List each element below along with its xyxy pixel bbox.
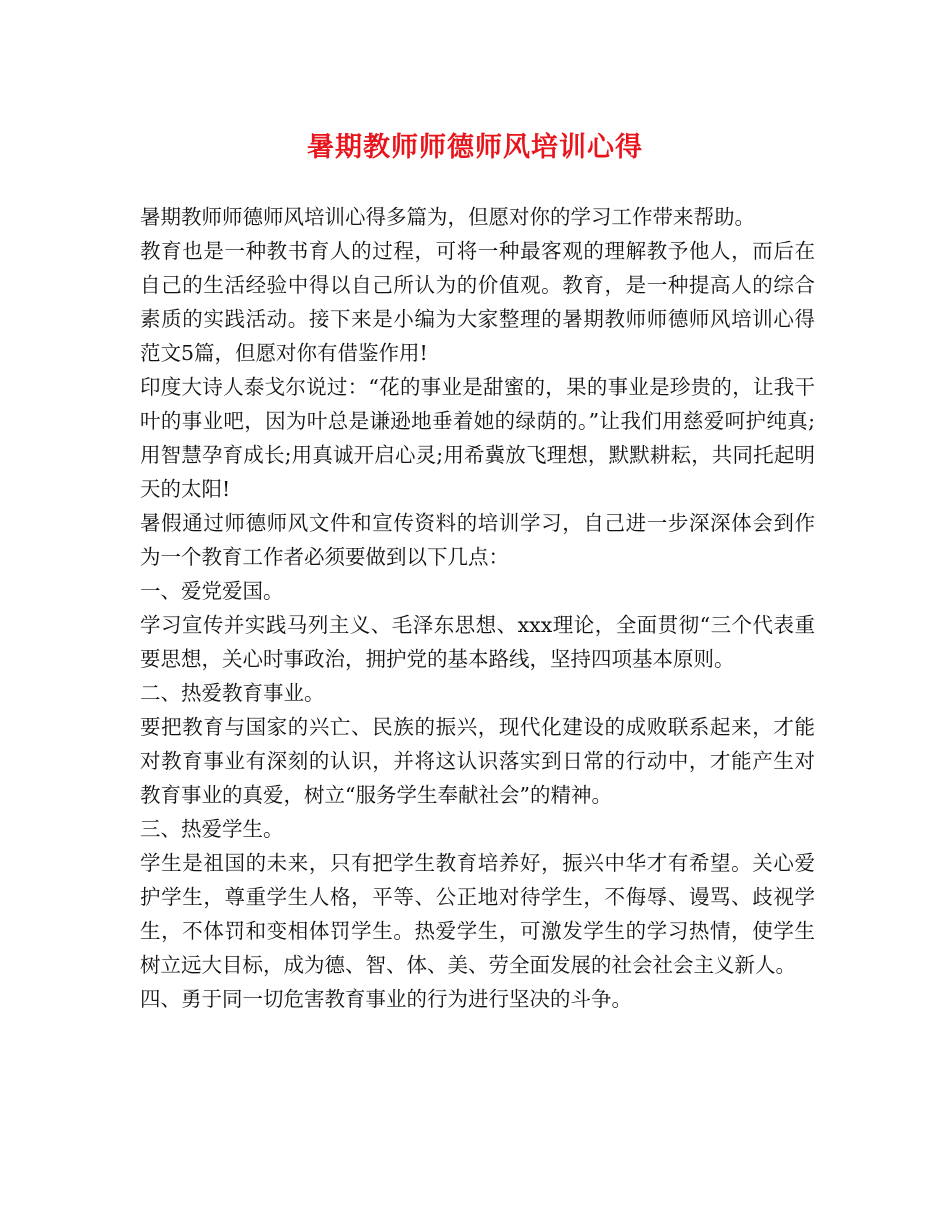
paragraph-section-2: 要把教育与国家的兴亡、民族的振兴，现代化建设的成败联系起来，才能对教育事业有深刻的认识，并将这认识落实到日常的行动中，才能产生对教育事业的真爱，树立“服务学生奉献社会”的精神。 <box>140 715 815 807</box>
document-title: 暑期教师师德师风培训心得 <box>307 132 643 163</box>
paragraph-section-1: 学习宣传并实践马列主义、毛泽东思想、xxx理论，全面贯彻“三个代表重要思想，关心时事政治，拥护党的基本路线，坚持四项基本原则。 <box>140 613 815 671</box>
section-heading-1: 一、爱党爱国。 <box>140 579 284 603</box>
paragraph-section-3: 学生是祖国的未来，只有把学生教育培养好，振兴中华才有希望。关心爱护学生，尊重学生人格，平等、公正地对待学生，不侮辱、谩骂、歧视学生，不体罚和变相体罚学生。热爱学生，可激发学生的学习热情，使学生树立远大目标，成为德、智、体、美、劳全面发展的社会社会主义新人。 <box>140 851 815 977</box>
paragraph-intro: 暑期教师师德师风培训心得多篇为，但愿对你的学习工作带来帮助。 <box>140 205 755 229</box>
document-body <box>140 200 815 1016</box>
paragraph-summer-training: 暑假通过师德师风文件和宣传资料的培训学习，自己进一步深深体会到作为一个教育工作者必须要做到以下几点： <box>140 511 815 569</box>
paragraph-education-definition: 教育也是一种教书育人的过程，可将一种最客观的理解教予他人，而后在自己的生活经验中得以自己所认为的价值观。教育，是一种提高人的综合素质的实践活动。接下来是小编为大家整理的暑期教师师德师风培训心得范文5篇，但愿对你有借鉴作用! <box>140 239 815 365</box>
section-heading-4: 四、勇于同一切危害教育事业的行为进行坚决的斗争。 <box>140 987 632 1011</box>
section-heading-3: 三、热爱学生。 <box>140 817 284 841</box>
paragraph-tagore-quote: 印度大诗人泰戈尔说过：“花的事业是甜蜜的，果的事业是珍贵的，让我干叶的事业吧，因为叶总是谦逊地垂着她的绿荫的。”让我们用慈爱呵护纯真;用智慧孕育成长;用真诚开启心灵;用希冀放飞理想，默默耕耘，共同托起明天的太阳! <box>140 375 815 501</box>
section-heading-2: 二、热爱教育事业。 <box>140 681 325 705</box>
